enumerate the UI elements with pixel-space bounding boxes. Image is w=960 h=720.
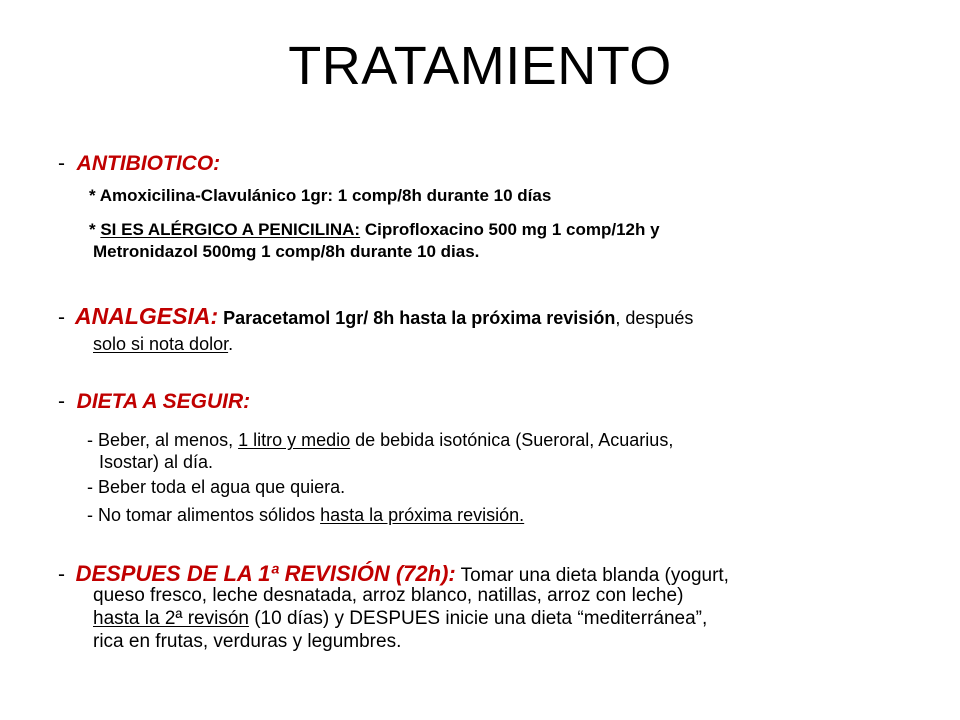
section-antibiotico-heading <box>58 151 220 177</box>
dieta-item-1-pre: - Beber, al menos, <box>87 430 239 450</box>
analgesia-text-after: , después <box>615 308 694 328</box>
despues-line-2: queso fresco, leche desnatada, arroz blanco, natillas, arroz con leche) <box>93 585 684 606</box>
dieta-item-1-post: de bebida isotónica (Sueroral, Acuarius, <box>350 430 674 450</box>
dieta-item-3 <box>87 504 524 526</box>
antibiotico-item-1: * Amoxicilina-Clavulánico 1gr: 1 comp/8h durante 10 días <box>89 186 552 205</box>
dieta-item-1-underlined: 1 litro y medio <box>238 430 351 450</box>
despues-line-3-underlined: hasta la 2ª revisón <box>93 608 249 629</box>
alergico-label: SI ES ALÉRGICO A PENICILINA: <box>100 220 361 239</box>
antibiotico-item-2 <box>89 220 660 240</box>
bullet: - <box>58 563 65 586</box>
dieta-item-3-underlined: hasta la próxima revisión. <box>320 505 525 525</box>
dieta-heading: DIETA A SEGUIR: <box>76 390 251 413</box>
dieta-item-1-cont: Isostar) al día. <box>99 452 214 472</box>
antibiotico-item-2-text: Ciprofloxacino 500 mg 1 comp/12h y <box>360 220 660 239</box>
bullet: - <box>58 390 65 413</box>
analgesia-cont-underlined: solo si nota dolor <box>93 334 229 354</box>
antibiotico-item-2-star: * <box>89 220 101 239</box>
bullet: - <box>58 152 65 175</box>
section-analgesia <box>58 303 693 331</box>
antibiotico-heading: ANTIBIOTICO: <box>76 152 221 175</box>
despues-heading: DESPUES DE LA 1ª REVISIÓN (72h): <box>75 561 456 586</box>
analgesia-cont <box>93 333 233 355</box>
analgesia-text: Paracetamol 1gr/ 8h hasta la próxima revisión <box>218 308 616 328</box>
analgesia-heading: ANALGESIA: <box>75 303 219 329</box>
analgesia-cont-end: . <box>228 334 234 354</box>
antibiotico-item-2-cont: Metronidazol 500mg 1 comp/8h durante 10 dias. <box>93 242 480 261</box>
dieta-item-3-pre: - No tomar alimentos sólidos <box>87 505 321 525</box>
slide-title: TRATAMIENTO <box>288 36 672 96</box>
dieta-item-2: - Beber toda el agua que quiera. <box>87 477 346 497</box>
despues-line-3 <box>93 608 707 630</box>
dieta-item-1 <box>87 429 673 451</box>
despues-line-3-text: (10 días) y DESPUES inicie una dieta “mediterránea”, <box>248 608 708 629</box>
bullet: - <box>58 306 65 329</box>
despues-line-1: Tomar una dieta blanda (yogurt, <box>455 565 729 586</box>
despues-line-4: rica en frutas, verduras y legumbres. <box>93 631 402 652</box>
section-dieta <box>58 389 250 415</box>
